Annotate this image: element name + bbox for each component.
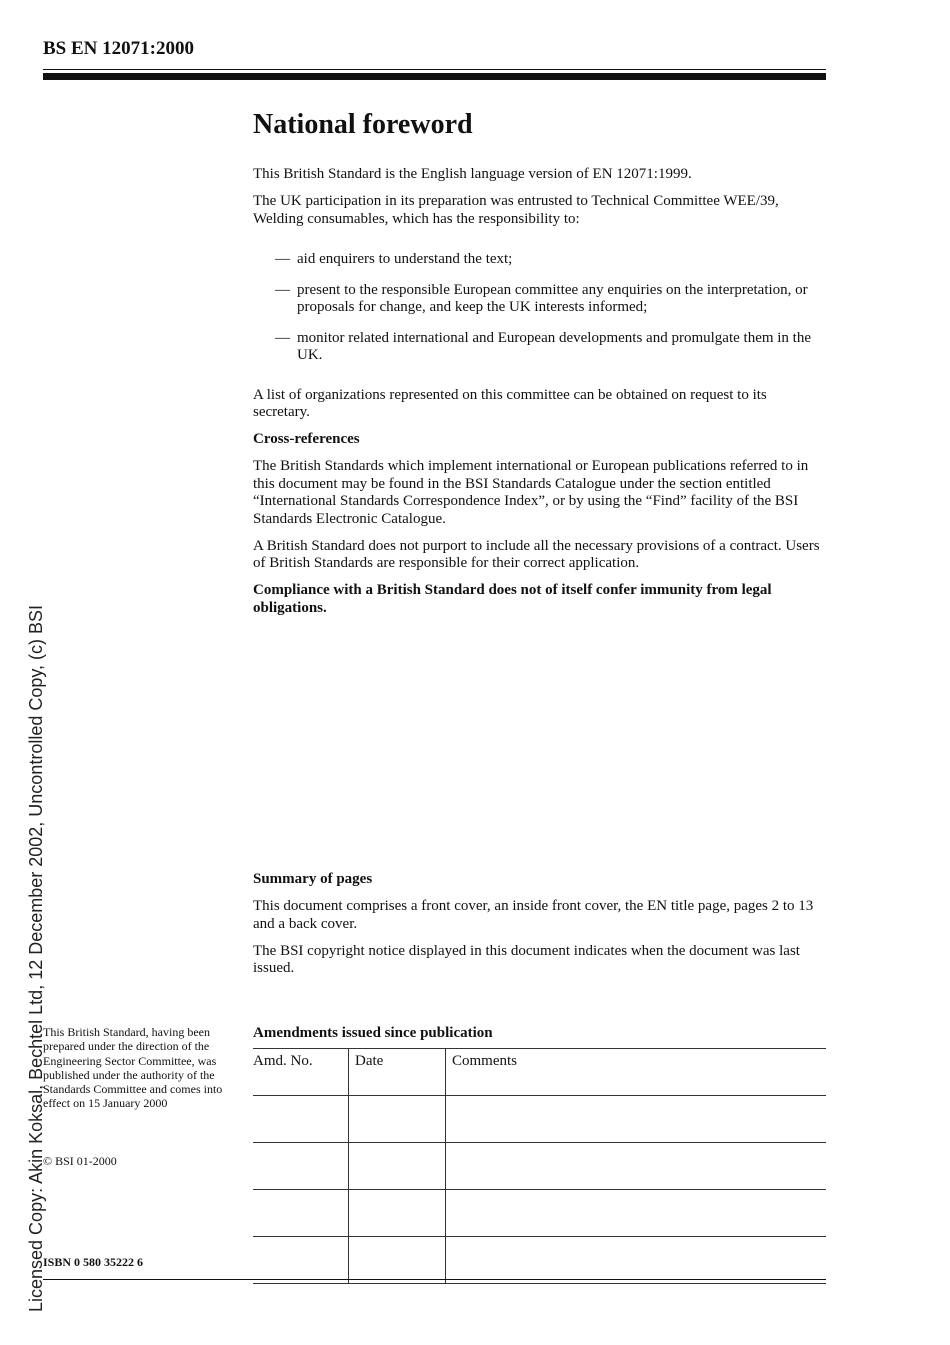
list-item: — aid enquirers to understand the text;	[253, 251, 827, 269]
table-cell	[446, 1237, 827, 1284]
amendments-table	[253, 1048, 826, 1284]
summary-paragraph: This document comprises a front cover, an inside front cover, the EN title page, pages 2 to 13 and a back cover.	[253, 898, 814, 932]
amendments-heading: Amendments issued since publication	[253, 1025, 493, 1041]
organizations-paragraph: A list of organizations represented on this committee can be obtained on request to its secretary.	[253, 386, 767, 420]
header-rule-thin	[43, 69, 826, 70]
footer-rule	[43, 1279, 826, 1280]
table-row	[253, 1096, 826, 1143]
column-header-amd-no: Amd. No.	[253, 1049, 349, 1096]
list-item: — monitor related international and European developments and promulgate them in the UK.	[253, 330, 827, 365]
table-cell	[253, 1096, 349, 1143]
table-cell	[253, 1190, 349, 1237]
standard-number: BS EN 12071:2000	[43, 38, 194, 59]
amendments-section	[253, 1024, 826, 1284]
summary-of-pages	[253, 871, 827, 987]
table-cell	[446, 1143, 827, 1190]
list-item: — present to the responsible European committee any enquiries on the interpretation, or proposals for change, and keep the UK interests informed;	[253, 282, 827, 317]
column-header-date: Date	[349, 1049, 446, 1096]
table-cell	[349, 1190, 446, 1237]
summary-heading: Summary of pages	[253, 871, 373, 887]
table-cell	[253, 1143, 349, 1190]
purport-paragraph: A British Standard does not purport to include all the necessary provisions of a contract. Users of British Standards are responsible for their correct application.	[253, 537, 820, 571]
cross-references-heading: Cross-references	[253, 431, 360, 447]
participation-paragraph: The UK participation in its preparation was entrusted to Technical Committee WEE/39, Welding consumables, which has the responsibility to:	[253, 193, 779, 227]
compliance-statement: Compliance with a British Standard does not of itself confer immunity from legal obligations.	[253, 582, 772, 616]
responsibility-list	[253, 251, 827, 365]
header-rule-thick	[43, 73, 826, 80]
table-cell	[253, 1237, 349, 1284]
license-watermark: Licensed Copy: Akin Koksal, Bechtel Ltd, 12 December 2002, Uncontrolled Copy, (c) BSI	[26, 604, 46, 1312]
column-header-comments: Comments	[446, 1049, 827, 1096]
table-row	[253, 1143, 826, 1190]
table-row	[253, 1237, 826, 1284]
isbn-number: ISBN 0 580 35222 6	[43, 1255, 144, 1269]
table-cell	[446, 1096, 827, 1143]
bsi-copyright: © BSI 01-2000	[43, 1154, 117, 1168]
table-header-row	[253, 1049, 826, 1096]
table-cell	[349, 1237, 446, 1284]
foreword-body	[253, 108, 827, 627]
table-cell	[349, 1096, 446, 1143]
page-title: National foreword	[253, 109, 473, 140]
table-cell	[446, 1190, 827, 1237]
copyright-notice-paragraph: The BSI copyright notice displayed in this document indicates when the document was last issued.	[253, 942, 800, 976]
table-cell	[349, 1143, 446, 1190]
publication-note: This British Standard, having been prepared under the direction of the Engineering Sector Committee, was published under the authority of the Standards Committee and comes into effect on 15 January 2000	[43, 1025, 223, 1111]
table-row	[253, 1190, 826, 1237]
intro-paragraph: This British Standard is the English language version of EN 12071:1999.	[253, 166, 692, 182]
cross-references-paragraph: The British Standards which implement international or European publications referred to in this document may be found in the BSI Standards Catalogue under the section entitled “International Standards Correspondence Index”, or by using the “Find” facility of the BSI Standards Electronic Catalogue.	[253, 458, 809, 527]
